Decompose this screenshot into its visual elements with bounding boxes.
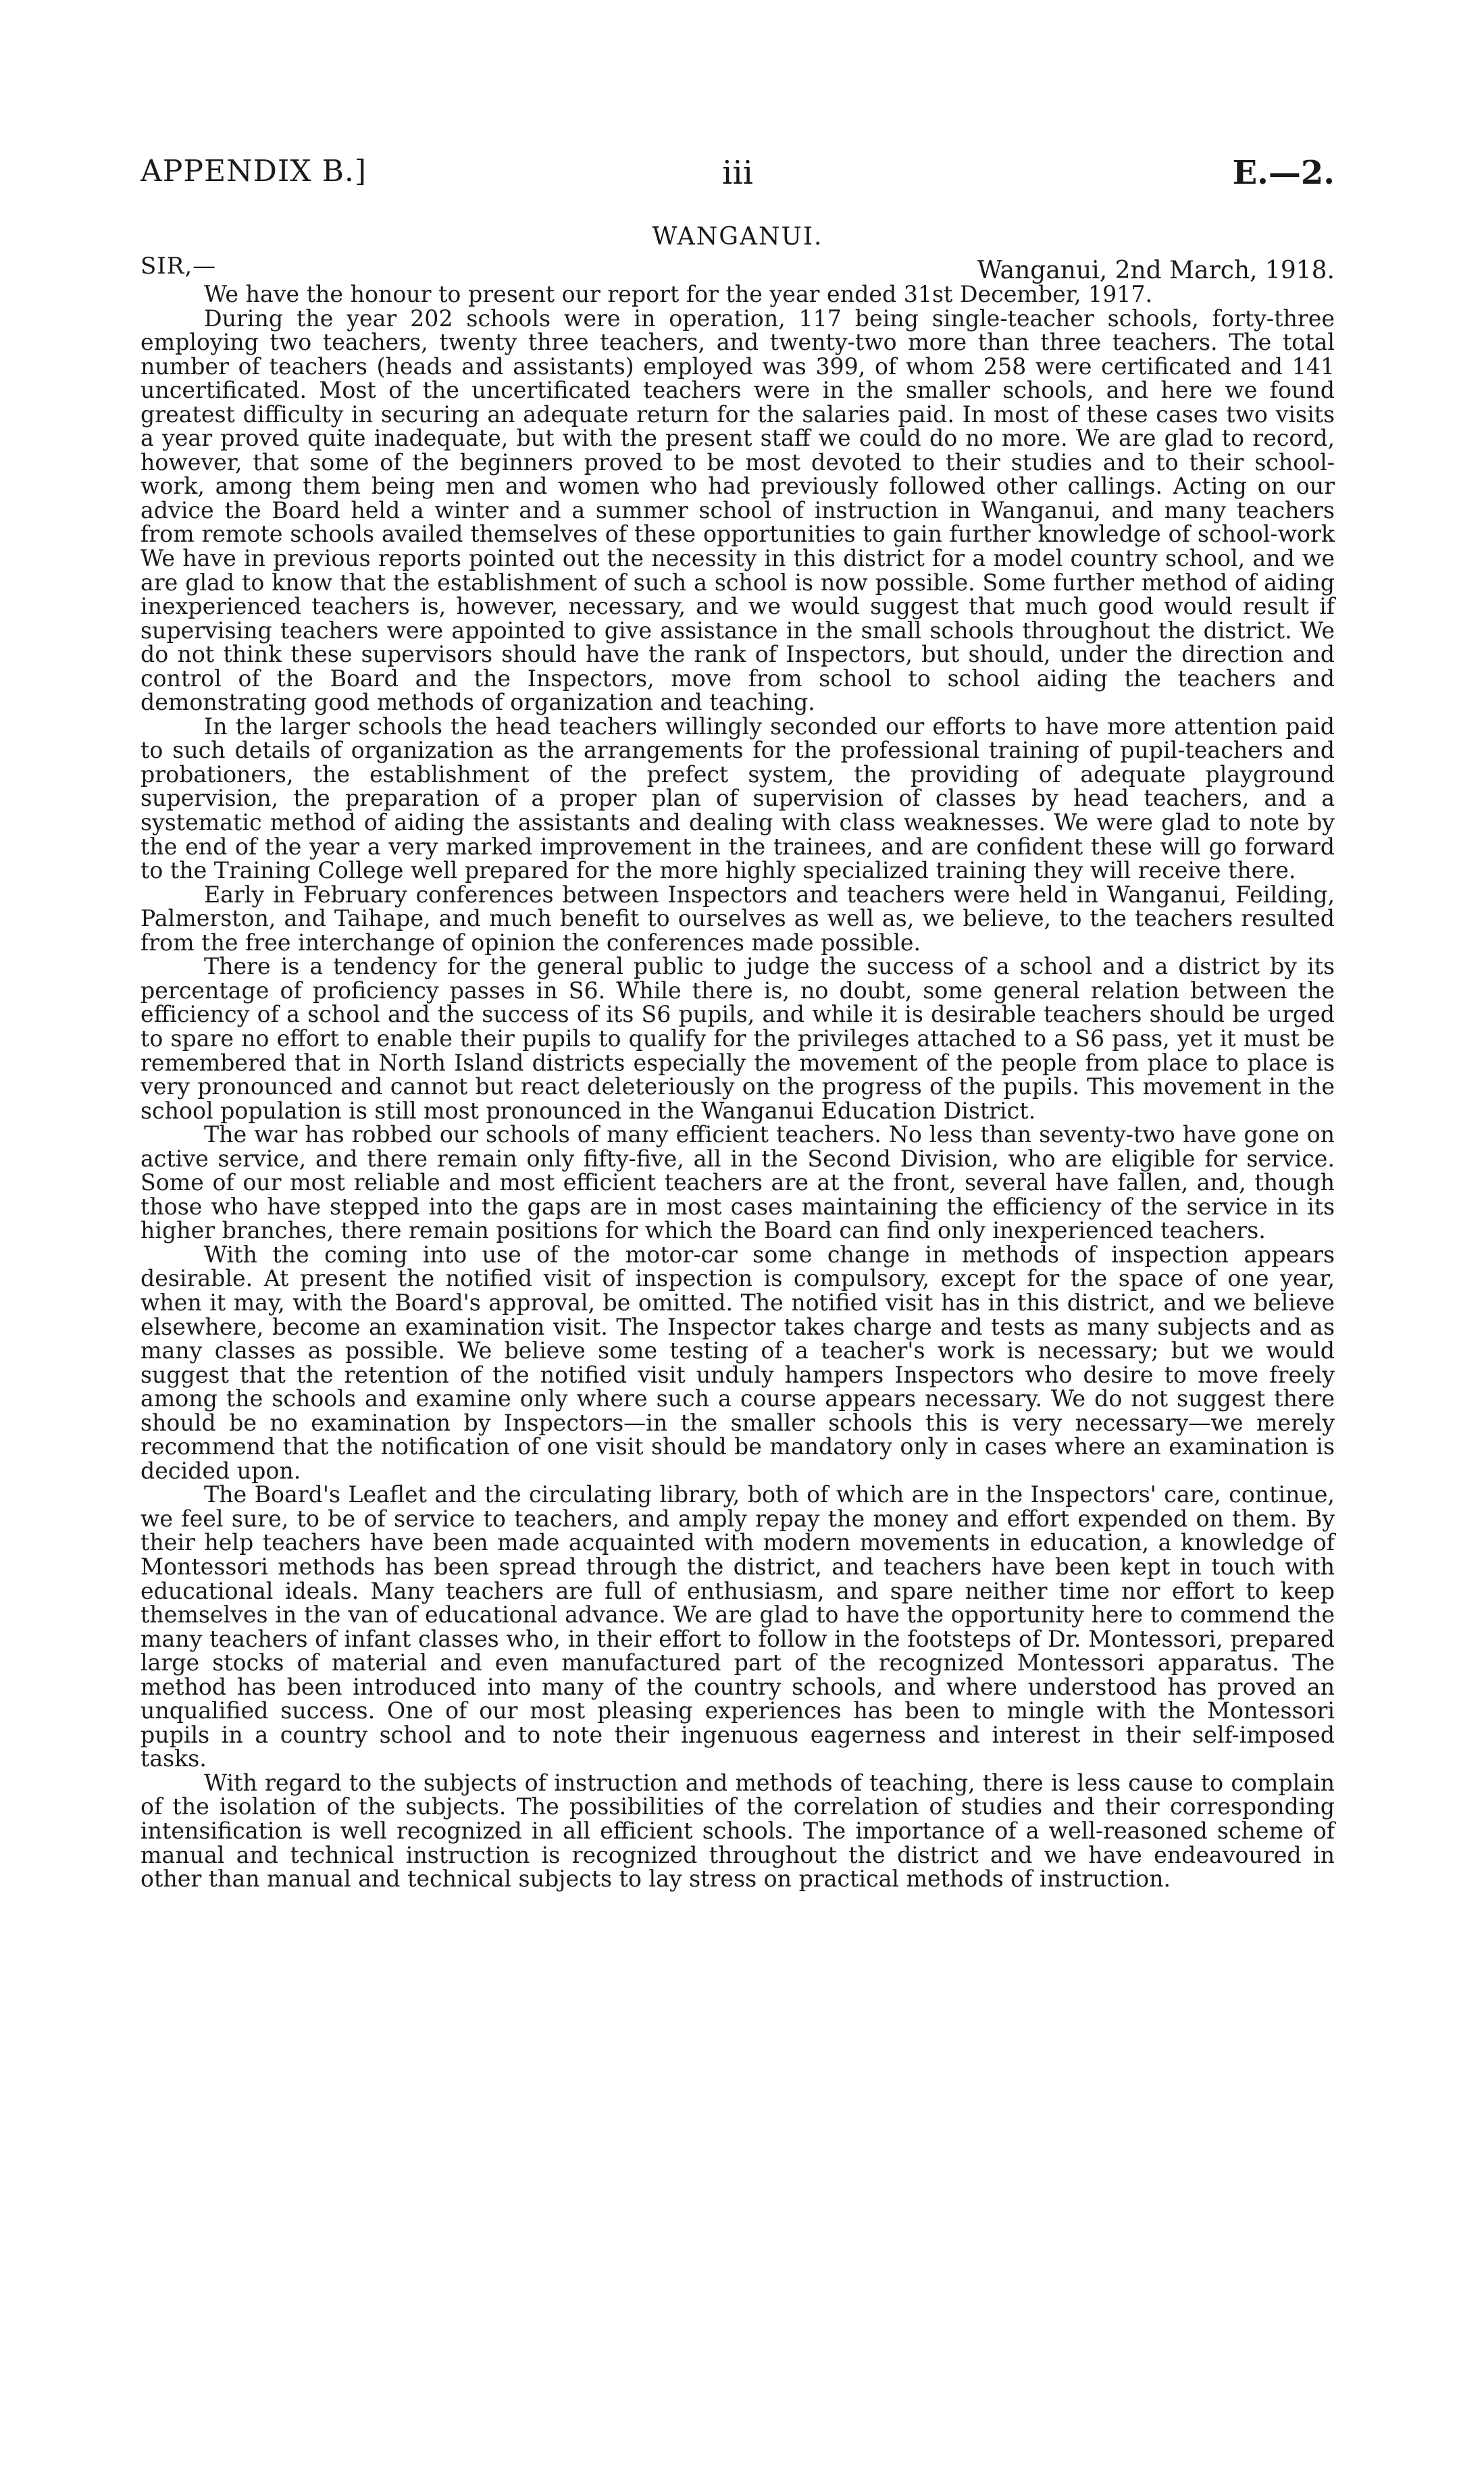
paragraph-4: Early in February conferences between Inspectors and teachers were held in Wanganui, Feilding, Palmerston, and Taihape, and much benefit to ourselves as well as, we believe, to the teachers resulted from the free interchange of opinion the conferences made possible. xyxy=(140,881,1335,956)
paragraph-3: In the larger schools the head teachers willingly seconded our efforts to have more attention paid to such details of organization as the arrangements for the professional training of pupil-teachers and probationers, the establishment of the prefect system, the providing of adequate playground supervision, the preparation of a proper plan of supervision of classes by head teachers, and a systematic method of aiding the assistants and dealing with class weaknesses. We were glad to note by the end of the year a very marked improvement in the trainees, and are confident these will go forward to the Training College well prepared for the more highly specialized training they will receive there. xyxy=(140,713,1335,884)
paragraph-8: The Board's Leaflet and the circulating library, both of which are in the Inspectors' care, continue, we feel sure, to be of service to teachers, and amply repay the money and effort expended on them. By their help teachers have been made acquainted with modern movements in education, a knowledge of Montessori methods has been spread through the district, and teachers have been kept in touch with educational ideals. Many teachers are full of enthusiasm, and spare neither time nor effort to keep themselves in the van of educational advance. We are glad to have the opportunity here to commend the many teachers of infant classes who, in their effort to follow in the footsteps of Dr. Montessori, prepared large stocks of material and even manufactured part of the recognized Montessori apparatus. The method has been introduced into many of the country schools, and where understood has proved an unqualified success. One of our most pleasing experiences has been to mingle with the Montessori pupils in a country school and to note their ingenuous eagerness and interest in their self-imposed tasks. xyxy=(140,1481,1335,1772)
appendix-label: APPENDIX B.] xyxy=(140,154,367,188)
paragraph-2: During the year 202 schools were in operation, 117 being single-teacher schools, forty-three employing two teachers, twenty three teachers, and twenty-two more than three teachers. The total number of teachers (heads and assistants) employed was 399, of whom 258 were certificated and 141 uncertificated. Most of the uncertificated teachers were in the smaller schools, and here we found greatest difficulty in securing an adequate return for the salaries paid. In most of these cases two visits a year proved quite inadequate, but with the present staff we could do no more. We are glad to record, however, that some of the beginners proved to be most devoted to their studies and to their school-work, among them being men and women who had previously followed other callings. Acting on our advice the Board held a winter and a summer school of instruction in Wanganui, and many teachers from remote schools availed themselves of these opportunities to gain further knowledge of school-work We have in previous reports pointed out the necessity in this district for a model country school, and we are glad to know that the establishment of such a school is now possible. Some further method of aiding inexperienced teachers is, however, necessary, and we would suggest that much good would result if supervising teachers were appointed to give assistance in the small schools throughout the district. We do not think these supervisors should have the rank of Inspectors, but should, under the direction and control of the Board and the Inspectors, move from school to school aiding the teachers and demonstrating good methods of organization and teaching. xyxy=(140,305,1335,716)
page-header xyxy=(140,154,1335,201)
paragraph-5: There is a tendency for the general public to judge the success of a school and a district by its percentage of proficiency passes in S6. While there is, no doubt, some general relation between the efficiency of a school and the success of its S6 pupils, and while it is desirable teachers should be urged to spare no effort to enable their pupils to qualify for the privileges attached to a S6 pass, yet it must be remembered that in North Island districts especially the movement of the people from place to place is very pronounced and cannot but react deleteriously on the progress of the pupils. This movement in the school population is still most pronounced in the Wanganui Education District. xyxy=(140,953,1335,1124)
document-code: E.—2. xyxy=(1232,154,1335,192)
salutation: SIR,— xyxy=(140,253,217,280)
paragraph-9: With regard to the subjects of instruction and methods of teaching, there is less cause to complain of the isolation of the subjects. The possibilities of the correlation of studies and their corresponding intensification is well recognized in all efficient schools. The importance of a well-reasoned scheme of manual and technical instruction is recognized throughout the district and we have endeavoured in other than manual and technical subjects to lay stress on practical methods of instruction. xyxy=(140,1769,1335,1893)
paragraph-6: The war has robbed our schools of many efficient teachers. No less than seventy-two have gone on active service, and there remain only fifty-five, all in the Second Division, who are eligible for service. Some of our most reliable and most efficient teachers are at the front, several have fallen, and, though those who have stepped into the gaps are in most cases maintaining the efficiency of the service in its higher branches, there remain positions for which the Board can find only inexperienced teachers. xyxy=(140,1121,1335,1244)
paragraph-7: With the coming into use of the motor-car some change in methods of inspection appears desirable. At present the notified visit of inspection is compulsory, except for the space of one year, when it may, with the Board's approval, be omitted. The notified visit has in this district, and we believe elsewhere, become an examination visit. The Inspector takes charge and tests as many subjects and as many classes as possible. We believe some testing of a teacher's work is necessary; but we would suggest that the retention of the notified visit unduly hampers Inspectors who desire to move freely among the schools and examine only where such a course appears necessary. We do not suggest there should be no examination by Inspectors—in the smaller schools this is very necessary—we merely recommend that the notification of one visit should be mandatory only in cases where an examination is decided upon. xyxy=(140,1241,1335,1484)
report-body xyxy=(140,282,1335,1891)
report-title: WANGANUI. xyxy=(652,223,823,251)
dateline: Wanganui, 2nd March, 1918. xyxy=(977,257,1335,284)
paragraph-1: We have the honour to present our report for the year ended 31st December, 1917. xyxy=(204,281,1153,307)
page-number: iii xyxy=(721,154,754,192)
